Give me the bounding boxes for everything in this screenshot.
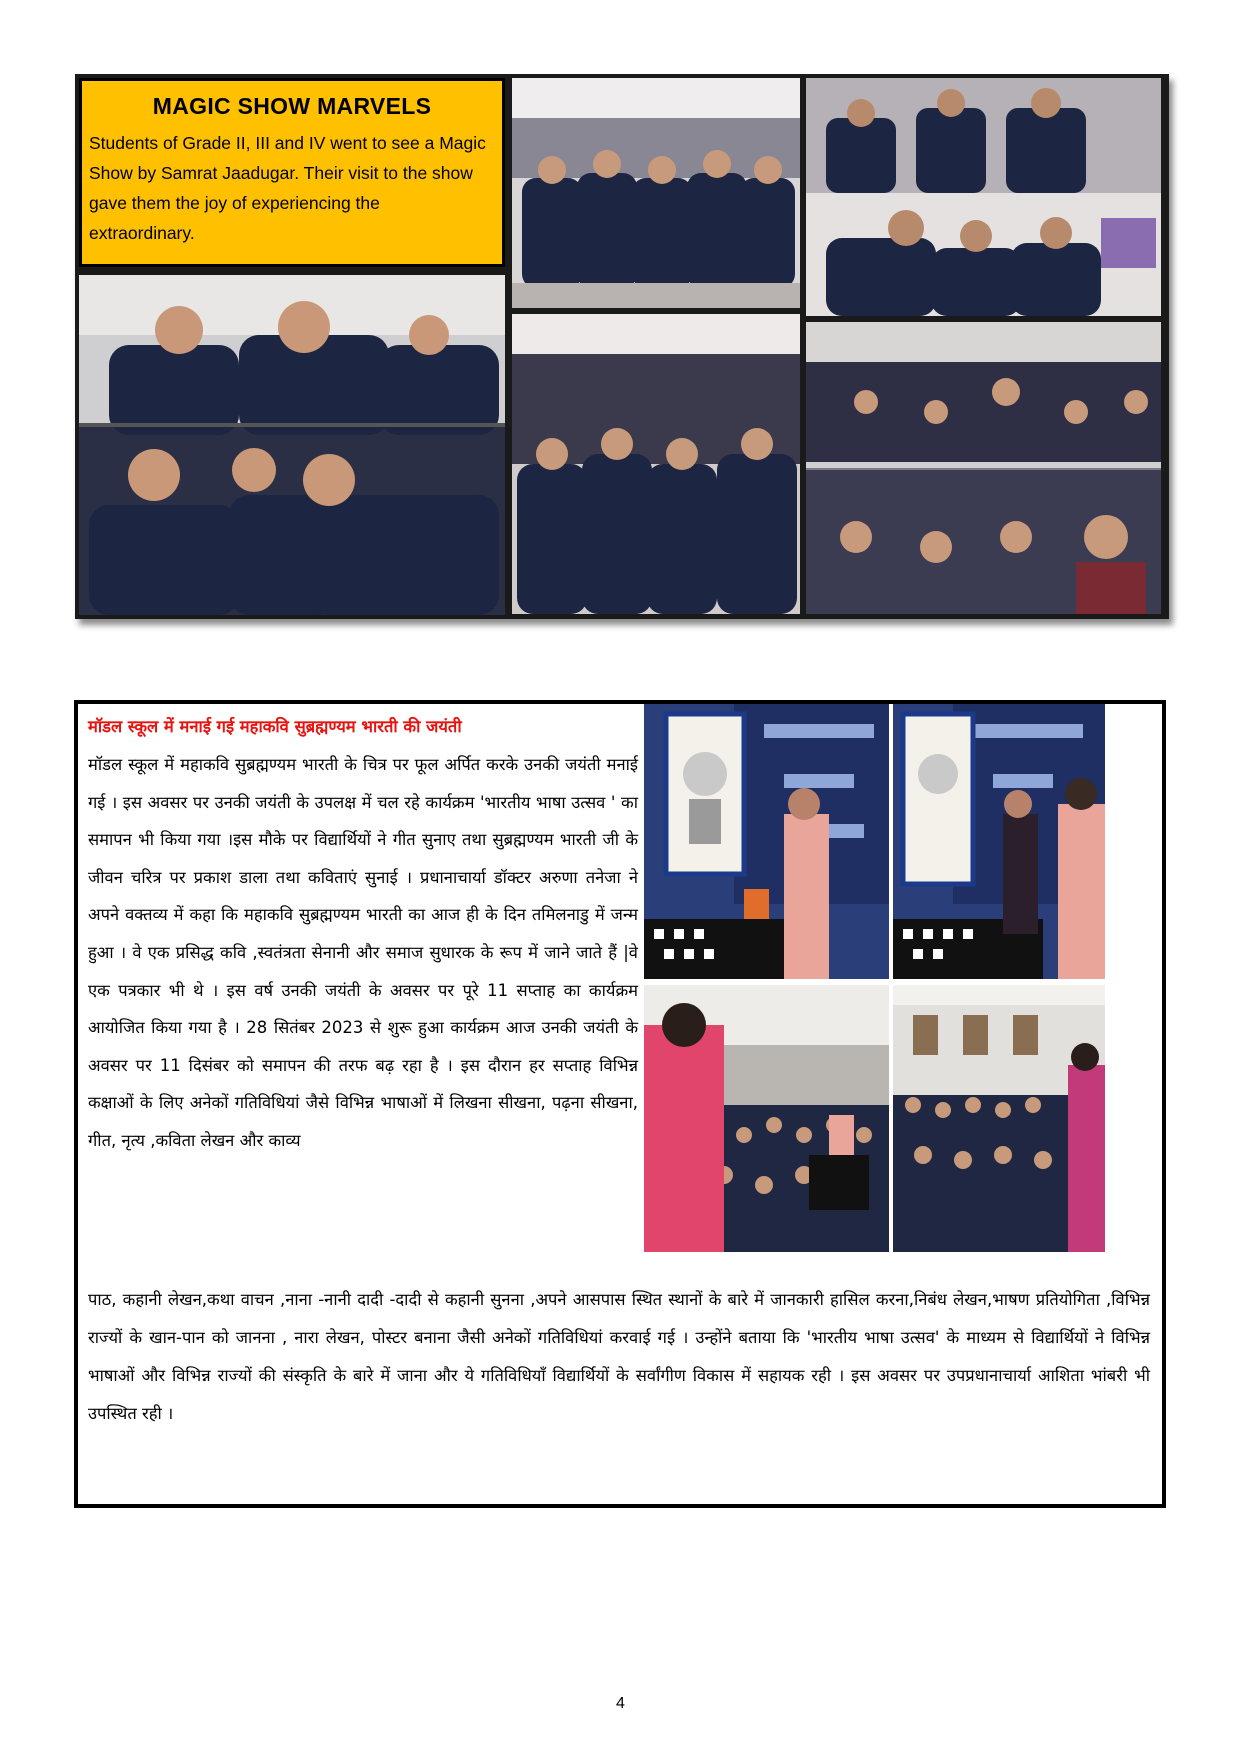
magic-show-title: MAGIC SHOW MARVELS <box>152 93 432 119</box>
magic-show-description: Students of Grade II, III and IV went to see a Magic Show by Samrat Jaadugar. Their visit to the show gave them the joy of experiencing the extraordinary. <box>89 133 486 243</box>
article-title: मॉडल स्कूल में मनाई गई महाकवि सुब्रह्मण्यम भारती की जयंती <box>88 717 462 736</box>
article-paragraph-lower: पाठ, कहानी लेखन,कथा वाचन ,नाना -नानी दादी -दादी से कहानी सुनना ,अपने आसपास स्थित स्थानों के बारे में जानकारी हासिल करना,निबंध लेखन,भाषण प्रतियोगिता ,विभिन्न राज्यों के खान-पान को जानना , नारा लेखन, पोस्टर बनाना जैसी अनेकों गतिविधियां करवाई गई । उन्होंने बताया कि 'भारतीय भाषा उत्सव' के माध्यम से विद्यार्थियों ने विभिन्न भाषाओं और विभिन्न राज्यों की संस्कृति के बारे में जाना और ये गतिविधियाँ विद्यार्थियों के सर्वांगीण विकास में सहायक रही । इस अवसर पर उपप्रधानाचार्या आशिता भांबरी भी उपस्थित रही । <box>88 1290 1150 1423</box>
article-paragraph-upper: मॉडल स्कूल में महाकवि सुब्रह्मण्यम भारती के चित्र पर फूल अर्पित करके उनकी जयंती मनाई गई । इस अवसर पर उनकी जयंती के उपलक्ष में चल रहे कार्यक्रम 'भारतीय भाषा उत्सव ' का समापन भी किया गया ।इस मौके पर विद्यार्थियों ने गीत सुनाए तथा सुब्रह्मण्यम भारती जी के जीवन चरित्र पर प्रकाश डाला तथा कविताएं सुनाई । प्रधानाचार्या डॉक्टर अरुणा तनेजा ने अपने वक्तव्य में कहा कि महाकवि सुब्रह्मण्यम भारती का आज ही के दिन तमिलनाडु में जन्म हुआ । वे एक प्रसिद्ध कवि ,स्वतंत्रता सेनानी और समाज सुधारक के रूप में जाने जाते हैं |वे एक पत्रकार भी थे । इस वर्ष उनकी जयंती के अवसर पर पूरे 11 सप्ताह का कार्यक्रम आयोजित किया गया है । 28 सितंबर 2023 से शुरू हुआ कार्यक्रम आज उनकी जयंती के अवसर पर 11 दिसंबर को समापन की तरफ बढ़ रहा है । इस दौरान हर सप्ताह विभिन्न कक्षाओं के लिए अनेकों गतिविधियां जैसे विभिन्न भाषाओं में लिखना सीखना, पढ़ना सीखना, गीत, नृत्य ,कविता लेखन और काव्य <box>88 755 638 1150</box>
photo-selfie-rows <box>806 322 1161 614</box>
photo-audience-waving <box>512 78 800 308</box>
photo-assembly-right <box>893 985 1105 1252</box>
magic-show-collage <box>75 74 1169 619</box>
photo-boys-posing <box>79 275 505 615</box>
photo-portrait-tribute-left <box>644 704 889 979</box>
photo-assembly-left <box>644 985 889 1252</box>
magic-show-caption-box <box>79 78 505 267</box>
bharati-jayanti-article <box>74 700 1166 1508</box>
photo-portrait-tribute-right <box>893 704 1105 979</box>
page-number: 4 <box>616 1695 625 1712</box>
photo-auditorium-crowd <box>512 314 800 614</box>
photo-girls-posing <box>806 78 1161 316</box>
